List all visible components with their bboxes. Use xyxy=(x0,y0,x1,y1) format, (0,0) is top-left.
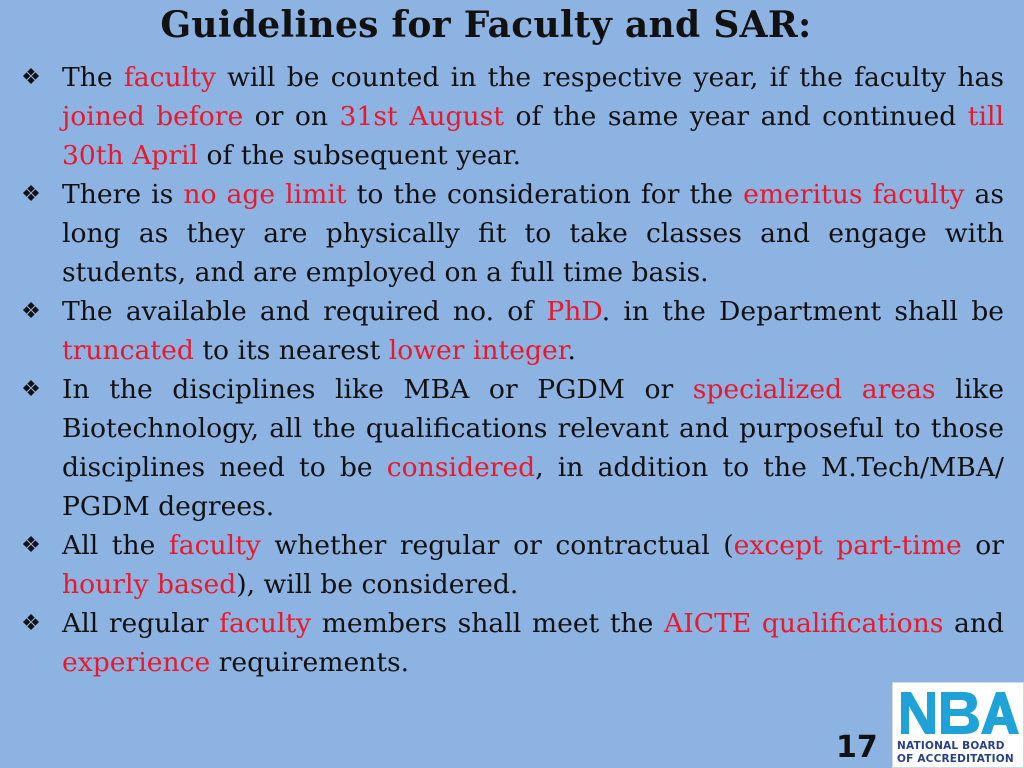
highlight-text: AICTE qualifications xyxy=(664,608,944,639)
logo-text-line1: NATIONAL BOARD xyxy=(897,740,1005,752)
bullet-item xyxy=(16,292,1004,370)
body-text: requirements. xyxy=(210,647,410,678)
highlight-text: joined before xyxy=(62,101,244,132)
nba-logo xyxy=(892,682,1024,768)
highlight-text: specialized areas xyxy=(692,374,936,405)
highlight-text: faculty xyxy=(168,530,261,561)
page-number: 17 xyxy=(836,730,878,765)
body-text: whether regular or contractual ( xyxy=(260,530,734,561)
bullet-text xyxy=(62,179,1004,288)
diamond-bullet-icon: ❖ xyxy=(21,299,41,324)
nba-logo-mark xyxy=(897,686,1021,738)
diamond-bullet-icon: ❖ xyxy=(21,182,41,207)
body-text: members shall meet the xyxy=(311,608,665,639)
body-text: . in the Department shall be xyxy=(601,296,1004,327)
body-text: to its nearest xyxy=(193,335,389,366)
diamond-bullet-icon: ❖ xyxy=(21,533,41,558)
body-text: to the consideration for the xyxy=(346,179,744,210)
highlight-text: no age limit xyxy=(183,179,347,210)
diamond-bullet-icon: ❖ xyxy=(21,611,41,636)
highlight-text: PhD xyxy=(546,296,602,327)
bullet-text xyxy=(62,296,1004,366)
highlight-text: hourly based xyxy=(62,569,237,600)
diamond-bullet-icon: ❖ xyxy=(21,65,41,90)
bullet-list xyxy=(16,58,1004,682)
bullet-text xyxy=(62,62,1004,171)
body-text: . xyxy=(567,335,576,366)
highlight-text: faculty xyxy=(123,62,216,93)
bullet-text xyxy=(62,374,1004,522)
body-text: as long as they are physically fit to take classes and engage with students, and are employed on a full time basis. xyxy=(62,179,1005,288)
bullet-item xyxy=(16,370,1004,526)
highlight-text: considered xyxy=(386,452,536,483)
highlight-text: lower integer xyxy=(388,335,568,366)
highlight-text: emeritus faculty xyxy=(743,179,965,210)
bullet-item xyxy=(16,175,1004,292)
highlight-text: truncated xyxy=(62,335,194,366)
body-text: All the xyxy=(62,530,169,561)
highlight-text: experience xyxy=(62,647,211,678)
body-text: and xyxy=(943,608,1004,639)
highlight-text: till 30th April xyxy=(62,101,1004,171)
diamond-bullet-icon: ❖ xyxy=(21,377,41,402)
slide-title: Guidelines for Faculty and SAR: xyxy=(160,4,812,46)
body-text: of the subsequent year. xyxy=(198,140,522,171)
highlight-text: faculty xyxy=(219,608,312,639)
bullet-text xyxy=(62,530,1004,600)
body-text: like Biotechnology, all the qualifications relevant and purposeful to those disciplines need to be xyxy=(62,374,1004,483)
highlight-text: 31st August xyxy=(339,101,504,132)
body-text: or xyxy=(961,530,1004,561)
logo-text-line2: OF ACCREDITATION xyxy=(897,753,1014,765)
body-text: of the same year and continued xyxy=(504,101,968,132)
body-text: The xyxy=(62,62,124,93)
body-text: In the disciplines like MBA or PGDM or xyxy=(62,374,693,405)
body-text: The available and required no. of xyxy=(62,296,547,327)
highlight-text: except part-time xyxy=(733,530,962,561)
body-text: All regular xyxy=(62,608,220,639)
body-text: ), will be considered. xyxy=(236,569,519,600)
bullet-item xyxy=(16,58,1004,175)
bullet-text xyxy=(62,608,1004,678)
body-text: or on xyxy=(243,101,340,132)
bullet-item xyxy=(16,604,1004,682)
body-text: will be counted in the respective year, if the faculty has xyxy=(215,62,1004,93)
bullet-item xyxy=(16,526,1004,604)
body-text: There is xyxy=(62,179,184,210)
logo-mark-text: NBA xyxy=(954,733,964,738)
body-text: , in addition to the M.Tech/MBA/ PGDM degrees. xyxy=(62,452,1004,522)
